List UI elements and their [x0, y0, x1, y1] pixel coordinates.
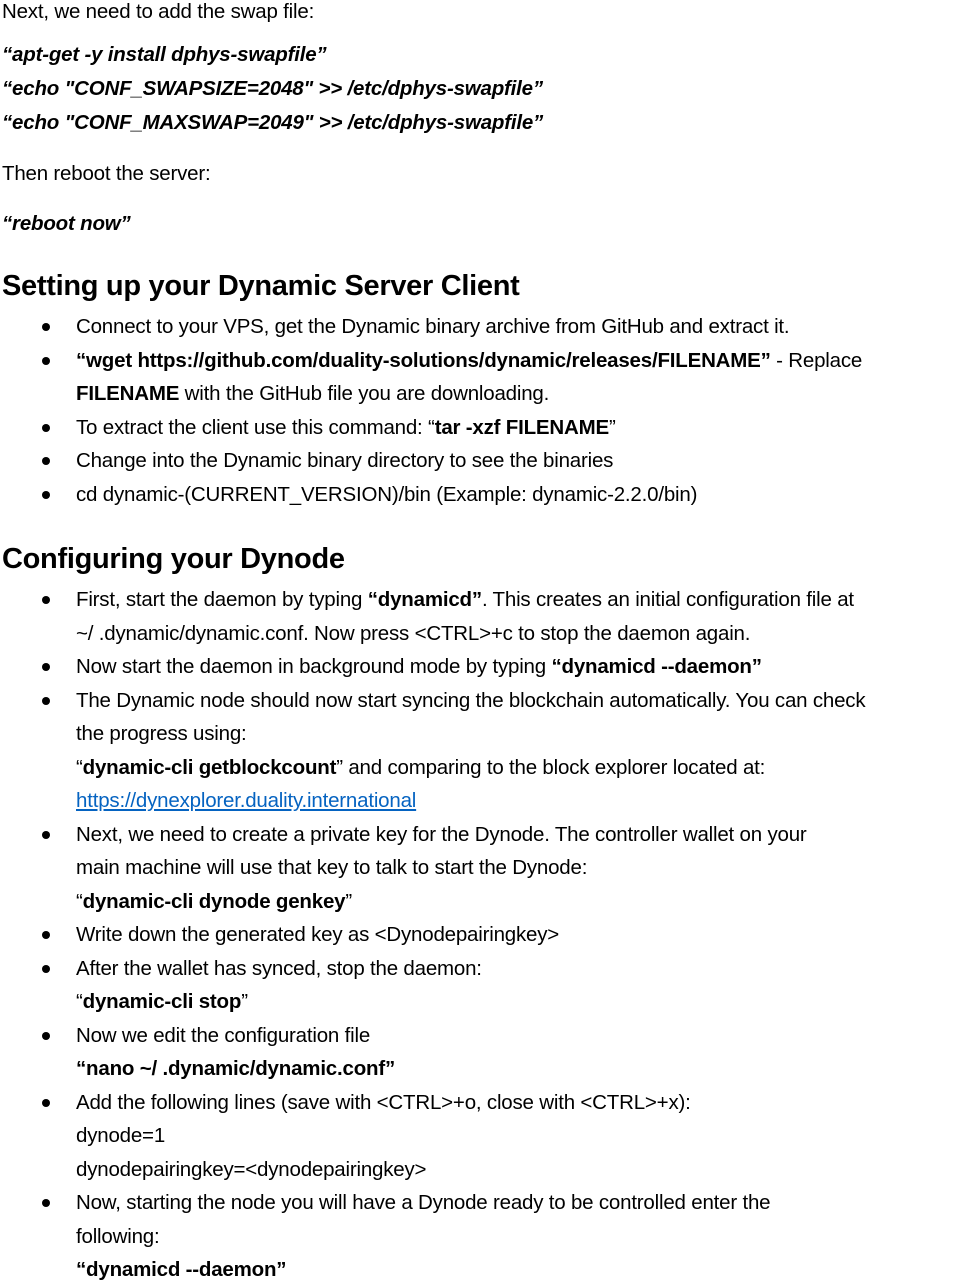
genkey-command: dynamic-cli dynode genkey: [82, 889, 346, 913]
swap-commands: [2, 38, 543, 140]
list-item: cd dynamic-(CURRENT_VERSION)/bin (Example: dynamic-2.2.0/bin): [2, 478, 974, 512]
reboot-intro: [2, 157, 211, 190]
list-item: After the wallet has synced, stop the daemon: “dynamic-cli stop”: [2, 952, 974, 1019]
filename-placeholder: FILENAME: [76, 382, 180, 405]
list-item: Add the following lines (save with <CTRL>+o, close with <CTRL>+x): dynode=1 dynodepairingkey=<dynodepairingkey>: [2, 1086, 974, 1187]
list-item: Now we edit the configuration file “nano ~/ .dynamic/dynamic.conf”: [2, 1019, 974, 1086]
dynode-steps-list: [2, 583, 974, 1287]
list-item: Connect to your VPS, get the Dynamic binary archive from GitHub and extract it.: [2, 310, 974, 344]
wget-command: “wget https://github.com/duality-solutions/dynamic/releases/FILENAME”: [76, 348, 771, 372]
block-explorer-link[interactable]: https://dynexplorer.duality.international: [76, 789, 417, 812]
list-item: Write down the generated key as <Dynodepairingkey>: [2, 918, 974, 952]
getblockcount-command: dynamic-cli getblockcount: [82, 755, 337, 779]
list-item: To extract the client use this command: “tar -xzf FILENAME”: [2, 411, 974, 445]
tar-command: tar -xzf FILENAME: [434, 415, 609, 439]
list-item: “wget https://github.com/duality-solutions/dynamic/releases/FILENAME” - Replace FILENAME with the GitHub file you are downloading.: [2, 344, 974, 411]
swap-text: Next, we need to add the swap file:: [2, 0, 315, 23]
list-item: Next, we need to create a private key for the Dynode. The controller wallet on your main machine will use that key to talk to start the Dynode: “dynamic-cli dynode genkey”: [2, 818, 974, 919]
swap-command: “echo "CONF_MAXSWAP=2049" >> /etc/dphys-swapfile”: [2, 111, 544, 134]
section-heading-dynode: Configuring your Dynode: [2, 543, 345, 575]
reboot-command-block: [2, 207, 131, 240]
list-item: Now start the daemon in background mode by typing “dynamicd --daemon”: [2, 650, 974, 684]
daemon-command: “dynamicd --daemon”: [551, 655, 762, 678]
list-item: Now, starting the node you will have a Dynode ready to be controlled enter the following: “dynamicd --daemon”: [2, 1186, 974, 1287]
config-line: dynode=1: [76, 1124, 166, 1147]
stop-command: dynamic-cli stop: [82, 990, 242, 1013]
client-steps-list: [2, 310, 974, 511]
list-item: The Dynamic node should now start syncing the blockchain automatically. You can check the progress using: “dynamic-cli getblockcount” and comparing to the block explorer located at: https://dynexplorer.duality.international: [2, 684, 974, 818]
reboot-command: “reboot now”: [2, 212, 131, 235]
swap-command: “echo "CONF_SWAPSIZE=2048" >> /etc/dphys-swapfile”: [2, 77, 543, 100]
swap-command: “apt-get -y install dphys-swapfile”: [2, 43, 327, 66]
swap-intro: [2, 0, 314, 28]
section-heading-client: Setting up your Dynamic Server Client: [2, 270, 520, 302]
reboot-text: Then reboot the server:: [2, 162, 211, 185]
daemon-command: “dynamicd --daemon”: [76, 1258, 287, 1281]
list-item: First, start the daemon by typing “dynamicd”. This creates an initial configuration file at ~/ .dynamic/dynamic.conf. Now press <CTRL>+c to stop the daemon again.: [2, 583, 974, 650]
config-line: dynodepairingkey=<dynodepairingkey>: [76, 1157, 427, 1181]
list-item: Change into the Dynamic binary directory to see the binaries: [2, 444, 974, 478]
dynamicd-command: “dynamicd”: [367, 588, 482, 611]
nano-command: “nano ~/ .dynamic/dynamic.conf”: [76, 1057, 396, 1080]
